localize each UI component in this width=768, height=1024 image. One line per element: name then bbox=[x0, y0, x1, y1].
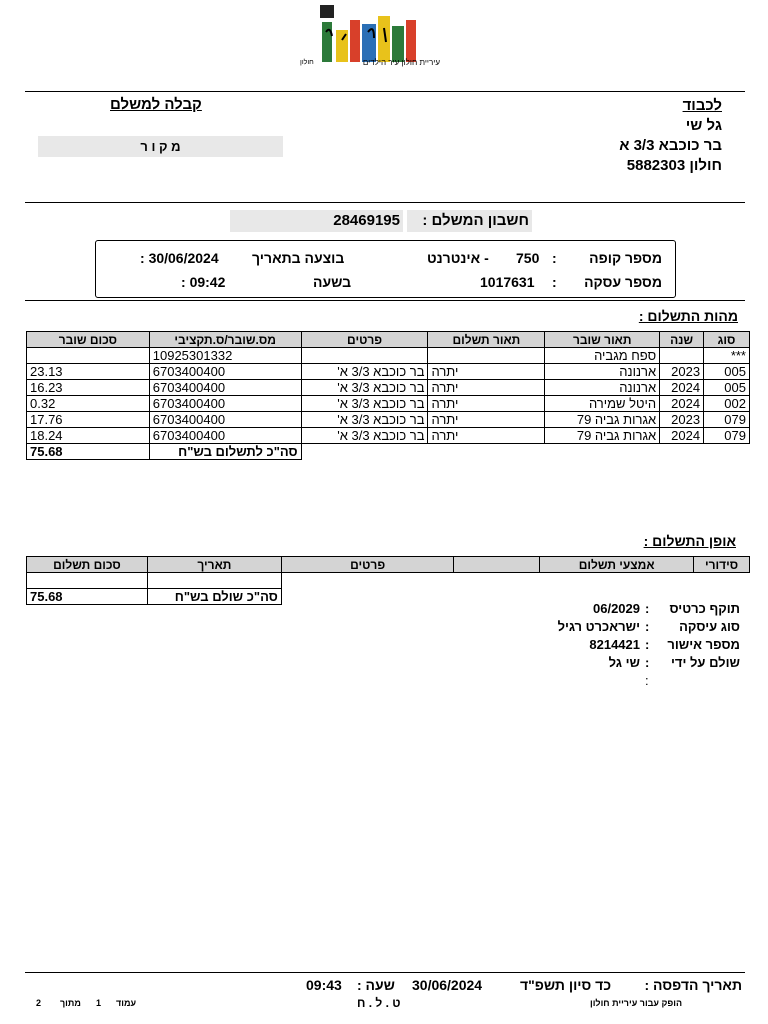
total-value: 75.68 bbox=[27, 444, 150, 460]
cell-voucher-desc: ספח מגביה bbox=[545, 348, 660, 364]
cell-year: 2023 bbox=[660, 364, 704, 380]
cell-year: 2024 bbox=[660, 396, 704, 412]
cell-details: בר כוכבא 3/3 א' bbox=[301, 364, 428, 380]
cell-voucher-amount bbox=[27, 348, 150, 364]
col-type: סוג bbox=[704, 332, 750, 348]
payment-nature-title: מהות התשלום : bbox=[638, 308, 738, 324]
page-number: 1 bbox=[96, 998, 102, 1008]
approval-value: 8214421 bbox=[589, 637, 640, 652]
logo-small-text: חולון bbox=[300, 59, 314, 66]
paid-by-sep: : bbox=[645, 655, 650, 670]
print-time-label: שעה : bbox=[357, 977, 395, 993]
cell-voucher-amount: 17.76 bbox=[27, 412, 150, 428]
cell-date bbox=[147, 573, 281, 589]
cell-voucher-desc: היטל שמירה bbox=[545, 396, 660, 412]
table-row bbox=[27, 573, 750, 589]
cell-type: 005 bbox=[704, 364, 750, 380]
cell-details: בר כוכבא 3/3 א' bbox=[301, 428, 428, 444]
recipient-city: חולון 5882303 bbox=[626, 157, 722, 174]
table-row bbox=[27, 364, 750, 380]
receipt-title: קבלה למשלם bbox=[110, 96, 202, 113]
col-year: שנה bbox=[660, 332, 704, 348]
cell-voucher-num: 6703400400 bbox=[149, 396, 301, 412]
payer-account-value: 28469195 bbox=[230, 210, 403, 232]
cell-voucher-num: 6703400400 bbox=[149, 380, 301, 396]
paid-total-label: סה"כ שולם בש"ח bbox=[147, 589, 281, 605]
cell-voucher-desc: אגרות גביה 79 bbox=[545, 428, 660, 444]
total-row bbox=[27, 444, 750, 460]
approval-label: מספר אישור bbox=[667, 637, 740, 652]
card-expiry-sep: : bbox=[645, 601, 650, 616]
table-row bbox=[27, 428, 750, 444]
col-blank bbox=[454, 557, 540, 573]
print-date: 30/06/2024 bbox=[412, 977, 483, 993]
cell-type: 002 bbox=[704, 396, 750, 412]
table-row bbox=[27, 348, 750, 364]
cell-voucher-num: 10925301332 bbox=[149, 348, 301, 364]
done-date-label: בוצעה בתאריך bbox=[252, 250, 345, 266]
col-details: פרטים bbox=[281, 557, 454, 573]
recipient-street: בר כוכבא 3/3 א bbox=[619, 137, 722, 154]
col-serial: סידורי bbox=[694, 557, 750, 573]
deal-type-sep: : bbox=[645, 619, 650, 634]
cell-details: בר כוכבא 3/3 א' bbox=[301, 396, 428, 412]
page-of-label: מתוך bbox=[60, 998, 81, 1008]
cell-year: 2024 bbox=[660, 380, 704, 396]
issued-for: הופק עבור עיריית חולון bbox=[590, 998, 683, 1008]
cell-voucher-desc: ארנונה bbox=[545, 364, 660, 380]
register-sep: : bbox=[552, 250, 557, 266]
register-type: - אינטרנט bbox=[427, 250, 489, 266]
time-label: בשעה bbox=[313, 274, 352, 290]
print-date-label: תאריך הדפסה : bbox=[644, 977, 742, 993]
register-value: 750 bbox=[516, 250, 540, 266]
approval-sep: : bbox=[645, 637, 650, 652]
paid-total-value: 75.68 bbox=[27, 589, 148, 605]
table-row bbox=[27, 380, 750, 396]
cell-voucher-num: 6703400400 bbox=[149, 412, 301, 428]
payment-nature-header bbox=[27, 332, 750, 348]
cell-payment-desc: יתרה bbox=[428, 396, 545, 412]
table-row bbox=[27, 412, 750, 428]
mid-divider bbox=[25, 202, 745, 203]
cell-payment-amount bbox=[27, 573, 148, 589]
cell-details: בר כוכבא 3/3 א' bbox=[301, 380, 428, 396]
card-expiry-value: 06/2029 bbox=[593, 601, 640, 616]
cell-type: 079 bbox=[704, 428, 750, 444]
cell-voucher-desc: ארנונה bbox=[545, 380, 660, 396]
payment-method-title: אופן התשלום : bbox=[643, 533, 736, 549]
cell-voucher-desc: אגרות גביה 79 bbox=[545, 412, 660, 428]
page-label: עמוד bbox=[116, 998, 137, 1008]
recipient-name: גל שי bbox=[685, 117, 722, 134]
holon-logo bbox=[300, 2, 442, 70]
cell-payment-desc bbox=[428, 348, 545, 364]
cell-type: 079 bbox=[704, 412, 750, 428]
col-voucher-num: מס.שובר/ס.תקציבי bbox=[149, 332, 301, 348]
cell-details bbox=[301, 348, 428, 364]
col-voucher-amount: סכום שובר bbox=[27, 332, 150, 348]
cell-year bbox=[660, 348, 704, 364]
extra-sep: : bbox=[645, 673, 649, 688]
register-label: מספר קופה bbox=[589, 250, 662, 266]
col-voucher-desc: תאור שובר bbox=[545, 332, 660, 348]
print-time: 09:43 bbox=[306, 977, 342, 993]
col-details: פרטים bbox=[301, 332, 428, 348]
logo-caption: עיריית חולון עיר הילדים bbox=[362, 58, 440, 67]
cell-voucher-num: 6703400400 bbox=[149, 364, 301, 380]
col-date: תאריך bbox=[147, 557, 281, 573]
col-payment-desc: תאור תשלום bbox=[428, 332, 545, 348]
box-divider bbox=[25, 300, 745, 301]
top-divider bbox=[25, 91, 745, 92]
done-date-value: 30/06/2024 : bbox=[140, 250, 219, 266]
cell-type: *** bbox=[704, 348, 750, 364]
cell-details: בר כוכבא 3/3 א' bbox=[301, 412, 428, 428]
payer-account-label: חשבון המשלם : bbox=[407, 210, 532, 232]
total-row bbox=[27, 589, 750, 605]
hebrew-date: כד סיון תשפ"ד bbox=[520, 977, 612, 993]
cell-voucher-amount: 0.32 bbox=[27, 396, 150, 412]
total-label: סה"כ לתשלום בש"ח bbox=[149, 444, 301, 460]
cell-year: 2024 bbox=[660, 428, 704, 444]
transaction-label: מספר עסקה bbox=[584, 274, 662, 290]
cell-year: 2023 bbox=[660, 412, 704, 428]
cell-voucher-amount: 23.13 bbox=[27, 364, 150, 380]
transaction-value: 1017631 bbox=[480, 274, 535, 290]
cell-payment-desc: יתרה bbox=[428, 412, 545, 428]
original-badge: מ ק ו ר bbox=[38, 136, 283, 157]
time-value: 09:42 : bbox=[181, 274, 226, 290]
paid-by-value: שי גל bbox=[608, 655, 640, 670]
payment-method-table bbox=[26, 556, 750, 605]
paid-by-label: שולם על ידי bbox=[670, 655, 740, 670]
deal-type-value: ישראכרט רגיל bbox=[557, 619, 640, 634]
recipient-block bbox=[522, 96, 722, 176]
cell-payment-desc: יתרה bbox=[428, 380, 545, 396]
cell-voucher-amount: 16.23 bbox=[27, 380, 150, 396]
card-expiry-label: תוקף כרטיס bbox=[669, 601, 740, 616]
cell-voucher-num: 6703400400 bbox=[149, 428, 301, 444]
cell-payment-desc: יתרה bbox=[428, 428, 545, 444]
tlh-mark: ט . ל . ח bbox=[357, 996, 401, 1010]
payment-method-header bbox=[27, 557, 750, 573]
page-total: 2 bbox=[36, 998, 42, 1008]
col-payment-means: אמצעי תשלום bbox=[540, 557, 694, 573]
table-row bbox=[27, 396, 750, 412]
cell-type: 005 bbox=[704, 380, 750, 396]
col-payment-amount: סכום תשלום bbox=[27, 557, 148, 573]
deal-type-label: סוג עיסקה bbox=[679, 619, 740, 634]
cell-voucher-amount: 18.24 bbox=[27, 428, 150, 444]
honor-label: לכבוד bbox=[682, 97, 722, 114]
cell-payment-desc: יתרה bbox=[428, 364, 545, 380]
payment-nature-table bbox=[26, 331, 750, 460]
footer-divider bbox=[25, 972, 745, 973]
transaction-sep: : bbox=[552, 274, 557, 290]
